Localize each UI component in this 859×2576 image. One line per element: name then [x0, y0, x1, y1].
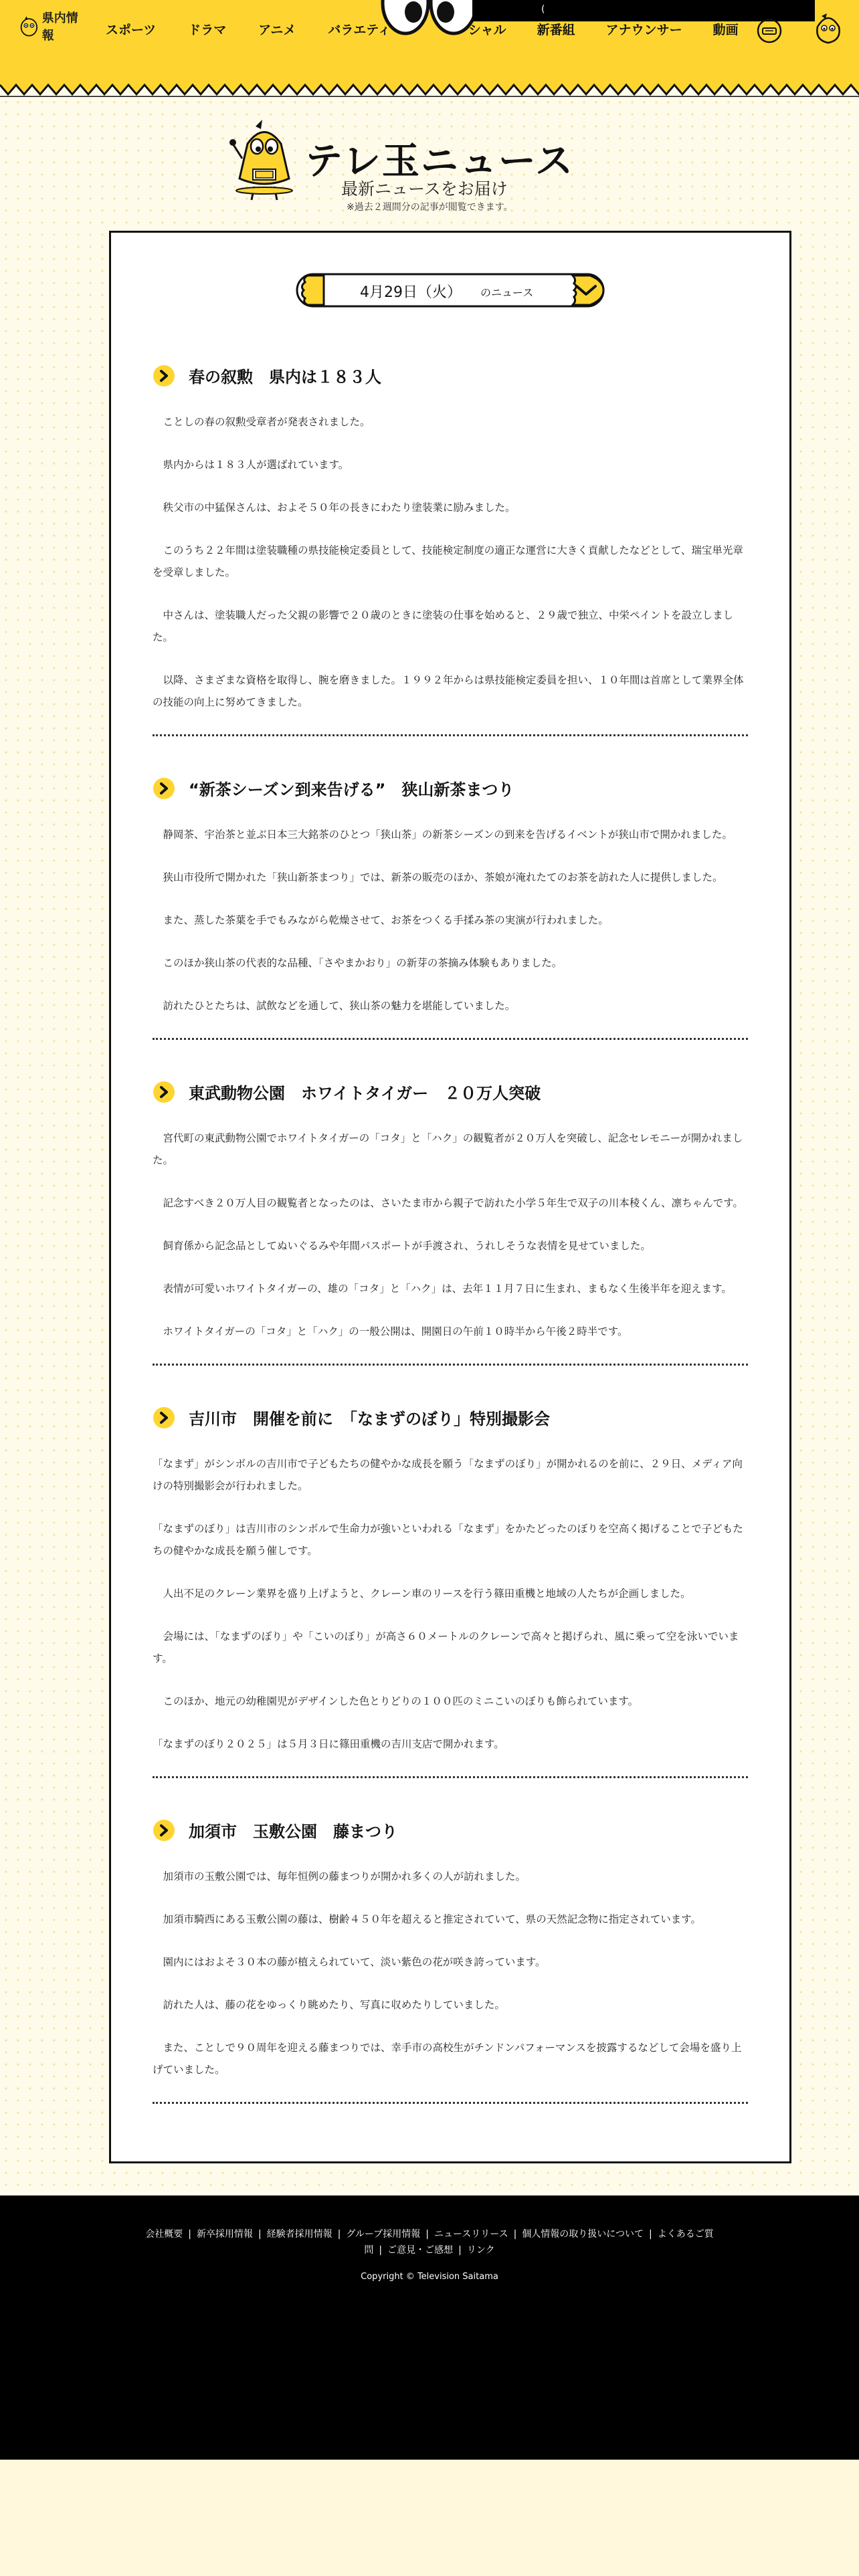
- header-zigzag-border: [0, 82, 859, 97]
- nav-item-new-programs[interactable]: 新番組: [537, 23, 575, 37]
- article-paragraph: 訪れたひとたちは、試飲などを通して、狭山茶の魅力を堪能していました。: [153, 1000, 516, 1012]
- copyright: Copyright © Television Saitama: [361, 2272, 498, 2282]
- chevron-down-icon[interactable]: [573, 273, 607, 308]
- nav-item-anime[interactable]: アニメ: [258, 23, 296, 37]
- footer-separator: |: [513, 2229, 517, 2240]
- article-heading: [153, 1080, 748, 1103]
- chevron-right-bullet-icon: [153, 1406, 175, 1429]
- nav-item-special[interactable]: シャル: [468, 23, 506, 37]
- logo-text: 県内情報: [41, 11, 78, 43]
- footer-link[interactable]: グループ採用情報: [346, 2229, 421, 2240]
- article-paragraph: 記念すべき２０万人目の観覧者となったのは、さいたま市から親子で訪れた小学５年生で双子の川本稜くん、凛ちゃんです。: [153, 1197, 743, 1209]
- page-title-block: [0, 97, 859, 231]
- article-divider: [153, 1364, 748, 1366]
- article-paragraph: また、蒸した茶葉を手でもみながら乾燥させて、お茶をつくる手揉み茶の実演が行われました。: [153, 914, 609, 926]
- article-heading: [153, 1818, 748, 1842]
- article-paragraph: 中さんは、塗装職人だった父親の影響で２０歳のときに塗装の仕事を始めると、２９歳で独立、中栄ペイントを設立しました。: [153, 609, 734, 643]
- footer-link[interactable]: 新卒採用情報: [196, 2229, 253, 2240]
- mascot-eyes-icon: [380, 0, 479, 36]
- article-paragraph: 「なまず」がシンボルの吉川市で子どもたちの健やかな成長を願う「なまずのぼり」が開かれるのを前に、２９日、メディア向けの特別撮影会が行われました。: [153, 1458, 743, 1492]
- article-paragraph: ホワイトタイガーの「コタ」と「ハク」の一般公開は、開園日の午前１０時半から午後２時半です。: [153, 1325, 628, 1337]
- footer-separator: |: [258, 2229, 262, 2240]
- footer-link[interactable]: ご意見・ご感想: [387, 2245, 454, 2256]
- footer-link[interactable]: ニュースリリース: [434, 2229, 508, 2240]
- news-article-1: [153, 341, 748, 736]
- news-article-2: [153, 754, 748, 1040]
- footer-separator: |: [649, 2229, 652, 2240]
- footer-separator: |: [379, 2245, 383, 2256]
- article-title: 春の叙勲 県内は１８３人: [189, 368, 381, 387]
- footer-link[interactable]: 個人情報の取り扱いについて: [522, 2229, 644, 2240]
- article-title: 加須市 玉敷公園 藤まつり: [189, 1822, 397, 1841]
- article-paragraph: このほか、地元の幼稚園児がデザインした色とりどりの１００匹のミニこいのぼりも飾られています。: [153, 1695, 639, 1707]
- article-divider: [153, 1776, 748, 1778]
- chevron-right-bullet-icon: [153, 777, 175, 800]
- footer-separator: |: [337, 2229, 341, 2240]
- article-body: [153, 1128, 748, 1343]
- article-paragraph: 静岡茶、宇治茶と並ぶ日本三大銘茶のひとつ「狭山茶」の新茶シーズンの到来を告げるイベントが狭山市で開かれました。: [153, 829, 733, 841]
- article-body: [153, 411, 748, 714]
- article-paragraph: 宮代町の東武動物公園でホワイトタイガーの「コタ」と「ハク」の観覧者が２０万人を突破し、記念セレモニーが開かれました。: [153, 1132, 743, 1166]
- nav-item-announcers[interactable]: アナウンサー: [605, 23, 682, 37]
- news-article-5: [153, 1796, 748, 2104]
- footer-separator: |: [458, 2245, 462, 2256]
- mascot-character-icon: [227, 117, 301, 204]
- article-title: 吉川市 開催を前に 「なまずのぼり」特別撮影会: [189, 1410, 550, 1428]
- nav-item-variety[interactable]: バラエティ: [328, 23, 391, 37]
- nav-item-drama[interactable]: ドラマ: [188, 23, 227, 37]
- article-body: [153, 1866, 748, 2081]
- mascot-logo-icon: [19, 14, 39, 38]
- news-content-box: [109, 231, 791, 2163]
- article-paragraph: 飼育係から記念品としてぬいぐるみや年間パスポートが手渡され、うれしそうな表情を見せていました。: [153, 1240, 651, 1252]
- article-paragraph: このほか狭山茶の代表的な品種、「さやまかおり」の新芽の茶摘み体験もありました。: [153, 957, 563, 969]
- site-footer: [0, 2195, 859, 2460]
- main-nav-right: [468, 20, 769, 38]
- main-nav-left: [106, 20, 423, 38]
- date-suffix: のニュース: [480, 286, 534, 299]
- page-title: テレ玉ニュース: [305, 140, 575, 183]
- selected-date: 4月29日（火）: [360, 284, 462, 301]
- article-paragraph: 「なまずのぼり」は吉川市のシンボルで生命力が強いといわれる「なまず」をかたどったのぼりを空高く掲げることで子どもたちの健やかな成長を願う催しです。: [153, 1523, 743, 1557]
- article-paragraph: 表情が可愛いホワイトタイガーの、雄の「コタ」と「ハク」は、去年１１月７日に生まれ、まもなく生後半年を迎えます。: [153, 1283, 732, 1295]
- nav-item-sports[interactable]: スポーツ: [106, 23, 157, 37]
- page-subtitle: 最新ニュースをお届け: [341, 179, 508, 199]
- article-paragraph: 秩父市の中猛保さんは、およそ５０年の長きにわたり塗装業に励みました。: [153, 502, 516, 514]
- article-heading: [153, 776, 748, 800]
- article-paragraph: 狭山市役所で開かれた「狭山新茶まつり」では、新茶の販売のほか、茶娘が淹れたてのお茶を訪れた人に提供しました。: [153, 871, 723, 883]
- article-paragraph: 県内からは１８３人が選ばれています。: [153, 459, 349, 471]
- nav-item-videos[interactable]: 動画: [712, 23, 739, 37]
- article-heading: [153, 1406, 748, 1429]
- article-list: [153, 341, 748, 2104]
- article-paragraph: 加須市の玉敷公園では、毎年恒例の藤まつりが開かれ多くの人が訪れました。: [153, 1870, 527, 1883]
- article-divider: [153, 2102, 748, 2104]
- chevron-right-bullet-icon: [153, 1081, 175, 1103]
- footer-link[interactable]: リンク: [466, 2245, 495, 2256]
- archive-note: ※過去２週間分の記事が閲覧できます。: [347, 202, 513, 213]
- article-paragraph: このうち２２年間は塗装職種の県技能検定委員として、技能検定制度の適正な運営に大きく貢献したなどとして、瑞宝単光章を受章しました。: [153, 544, 743, 578]
- article-paragraph: 加須市騎西にある玉敷公園の藤は、樹齢４５０年を超えると推定されていて、県の天然記念物に指定されています。: [153, 1913, 701, 1925]
- mascot-menu-icon[interactable]: [814, 11, 843, 45]
- site-header: [0, 0, 859, 97]
- article-paragraph: 会場には、「なまずのぼり」や「こいのぼり」が高さ６０メートルのクレーンで高々と掲げられ、風に乗って空を泳いでいます。: [153, 1630, 739, 1665]
- footer-links: [135, 2226, 724, 2258]
- news-article-4: [153, 1383, 748, 1778]
- article-paragraph: ことしの春の叙勲受章者が発表されました。: [153, 416, 371, 428]
- date-selector[interactable]: [293, 273, 607, 308]
- chevron-right-bullet-icon: [153, 364, 175, 387]
- footer-link[interactable]: 経験者採用情報: [266, 2229, 332, 2240]
- article-paragraph: 園内にはおよそ３０本の藤が植えられていて、淡い紫色の花が咲き誇っています。: [153, 1956, 546, 1968]
- bar-paren-text: (: [541, 4, 545, 15]
- article-title: 東武動物公園 ホワイトタイガー ２０万人突破: [189, 1084, 541, 1103]
- chevron-right-bullet-icon: [153, 1819, 175, 1842]
- article-body: [153, 1453, 748, 1755]
- article-body: [153, 824, 748, 1017]
- article-title: “新茶シーズン到来告げる” 狭山新茶まつり: [189, 780, 514, 799]
- news-article-3: [153, 1057, 748, 1366]
- search-icon[interactable]: [756, 17, 783, 44]
- footer-separator: |: [188, 2229, 191, 2240]
- article-heading: [153, 364, 748, 387]
- footer-separator: |: [425, 2229, 429, 2240]
- footer-link[interactable]: よくあるご質問: [364, 2229, 714, 2256]
- footer-link[interactable]: 会社概要: [145, 2229, 183, 2240]
- article-divider: [153, 1038, 748, 1040]
- site-logo[interactable]: [19, 11, 86, 41]
- article-paragraph: また、ことしで９０周年を迎える藤まつりでは、幸手市の高校生がチンドンパフォーマンスを披露するなどして会場を盛り上げていました。: [153, 2042, 742, 2076]
- article-paragraph: 訪れた人は、藤の花をゆっくり眺めたり、写真に収めたりしていました。: [153, 1999, 505, 2011]
- article-paragraph: 「なまずのぼり２０２５」は５月３日に篠田重機の吉川支店で開かれます。: [153, 1738, 504, 1750]
- article-paragraph: 人出不足のクレーン業界を盛り上げようと、クレーン車のリースを行う篠田重機と地域の人たちが企画しました。: [153, 1588, 691, 1600]
- article-divider: [153, 734, 748, 736]
- article-paragraph: 以降、さまざまな資格を取得し、腕を磨きました。１９９２年からは県技能検定委員を担い、１０年間は首席として業界全体の技能の向上に努めてきました。: [153, 674, 744, 708]
